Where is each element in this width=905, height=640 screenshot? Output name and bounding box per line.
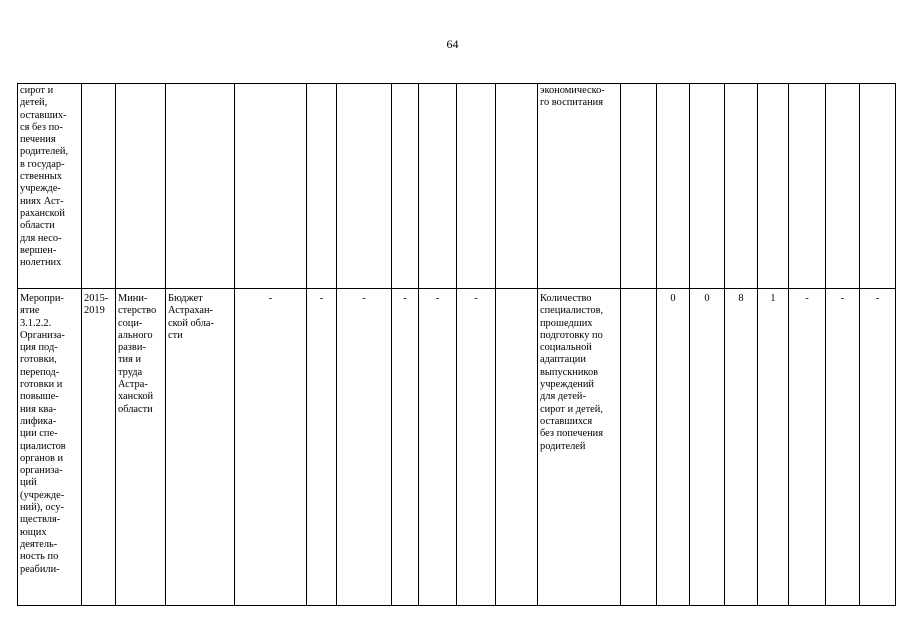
- text-line: оставших-: [20, 109, 67, 121]
- text-line: социальной: [540, 342, 592, 354]
- text-line: соци-: [118, 317, 143, 329]
- funding-year-cell: -: [419, 289, 457, 606]
- empty-cell: [621, 84, 657, 289]
- empty-cell: [166, 84, 235, 289]
- activity-name-cell: [18, 84, 82, 289]
- text-line: родителей: [540, 440, 586, 452]
- indicator-name-cell: [538, 84, 621, 289]
- text-line: сирот и: [20, 85, 54, 96]
- empty-cell: [419, 84, 457, 289]
- text-line: Организа-: [20, 329, 65, 341]
- empty-cell: [621, 289, 657, 606]
- text-line: реабили-: [20, 563, 60, 575]
- text-line: родителей,: [20, 146, 69, 158]
- text-line: для несо-: [20, 232, 62, 244]
- text-line: (учрежде-: [20, 489, 65, 501]
- text-line: прошедших: [540, 317, 593, 329]
- empty-cell: [690, 84, 725, 289]
- text-line: подготовку по: [540, 329, 603, 341]
- text-line: вершен-: [20, 244, 57, 256]
- text-line: специалистов,: [540, 305, 604, 317]
- text-line: ции спе-: [20, 428, 58, 440]
- text-line: 2019: [84, 305, 105, 317]
- text-line: органов и: [20, 452, 64, 464]
- text-line: детей,: [20, 97, 48, 109]
- text-line: ность по: [20, 551, 59, 563]
- empty-cell: [116, 84, 166, 289]
- text-line: повыше-: [20, 391, 59, 403]
- indicator-value-cell: 0: [657, 289, 690, 606]
- text-line: организа-: [20, 465, 63, 477]
- text-line: ятие: [20, 305, 40, 317]
- indicator-value-cell: 8: [725, 289, 758, 606]
- text-line: разви-: [118, 342, 146, 354]
- funding-year-cell: -: [307, 289, 337, 606]
- text-line: циалистов: [20, 440, 66, 452]
- indicator-value-cell: -: [826, 289, 860, 606]
- empty-cell: [758, 84, 789, 289]
- program-table: [17, 83, 896, 606]
- indicator-name-cell: [538, 289, 621, 606]
- text-line: выпускников: [540, 366, 599, 378]
- text-line: ственных: [20, 171, 62, 183]
- indicator-value-cell: 1: [758, 289, 789, 606]
- activity-name-cell: [18, 289, 82, 606]
- table-row-activity-3-1-2-2: [18, 289, 896, 606]
- text-line: ющих: [20, 526, 47, 538]
- empty-cell: [657, 84, 690, 289]
- empty-cell: [392, 84, 419, 289]
- text-line: печения: [20, 134, 56, 146]
- empty-cell: [457, 84, 496, 289]
- text-line: лификa-: [20, 415, 57, 427]
- text-line: учреждений: [540, 379, 594, 391]
- text-line: раханской: [20, 207, 65, 219]
- funding-source-cell: [166, 289, 235, 606]
- text-line: для детей-: [540, 391, 586, 403]
- empty-cell: [307, 84, 337, 289]
- empty-cell: [337, 84, 392, 289]
- text-line: ния ква-: [20, 403, 57, 415]
- text-line: ся без по-: [20, 121, 63, 133]
- empty-cell: [235, 84, 307, 289]
- funding-year-cell: -: [337, 289, 392, 606]
- text-line: труда: [118, 366, 143, 378]
- text-line: экономическо-: [540, 85, 605, 96]
- text-line: готовки,: [20, 354, 57, 366]
- text-line: сти: [168, 329, 183, 341]
- funding-total-cell: -: [235, 289, 307, 606]
- text-line: деятель-: [20, 538, 58, 550]
- text-line: 3.1.2.2.: [20, 317, 52, 329]
- text-line: 2015-: [84, 293, 109, 304]
- text-line: области: [20, 220, 55, 232]
- empty-cell: [860, 84, 896, 289]
- text-line: ществля-: [20, 514, 61, 526]
- text-line: ханской: [118, 391, 154, 403]
- funding-year-cell: -: [457, 289, 496, 606]
- empty-cell: [496, 289, 538, 606]
- text-line: тия и: [118, 354, 142, 366]
- empty-cell: [496, 84, 538, 289]
- text-line: перепод-: [20, 366, 60, 378]
- indicator-value-cell: 0: [690, 289, 725, 606]
- text-line: Бюджет: [168, 293, 203, 304]
- empty-cell: [725, 84, 758, 289]
- text-line: Меропри-: [20, 293, 64, 304]
- text-line: ской обла-: [168, 317, 214, 329]
- text-line: ального: [118, 329, 153, 341]
- text-line: Количество: [540, 293, 592, 304]
- text-line: готовки и: [20, 379, 63, 391]
- empty-cell: [826, 84, 860, 289]
- text-line: нолетних: [20, 257, 62, 269]
- empty-cell: [82, 84, 116, 289]
- text-line: адаптации: [540, 354, 586, 366]
- indicator-value-cell: -: [860, 289, 896, 606]
- empty-cell: [789, 84, 826, 289]
- text-line: в государ-: [20, 158, 65, 170]
- text-line: стерство: [118, 305, 157, 317]
- text-line: ция под-: [20, 342, 58, 354]
- executor-cell: [116, 289, 166, 606]
- text-line: учрежде-: [20, 183, 61, 195]
- indicator-value-cell: -: [789, 289, 826, 606]
- table-row-continuation: [18, 84, 896, 289]
- text-line: ний), осу-: [20, 502, 64, 514]
- text-line: оставшихся: [540, 415, 593, 427]
- text-line: Астра-: [118, 379, 148, 391]
- page-number: 64: [446, 37, 459, 51]
- text-line: ниях Аст-: [20, 195, 64, 207]
- text-line: без попечения: [540, 428, 603, 440]
- text-line: Астрахан-: [168, 305, 214, 317]
- funding-year-cell: -: [392, 289, 419, 606]
- text-line: области: [118, 403, 153, 415]
- period-cell: [82, 289, 116, 606]
- text-line: ций: [20, 477, 37, 489]
- text-line: го воспитания: [540, 97, 603, 109]
- text-line: Мини-: [118, 293, 148, 304]
- text-line: сирот и детей,: [540, 403, 603, 415]
